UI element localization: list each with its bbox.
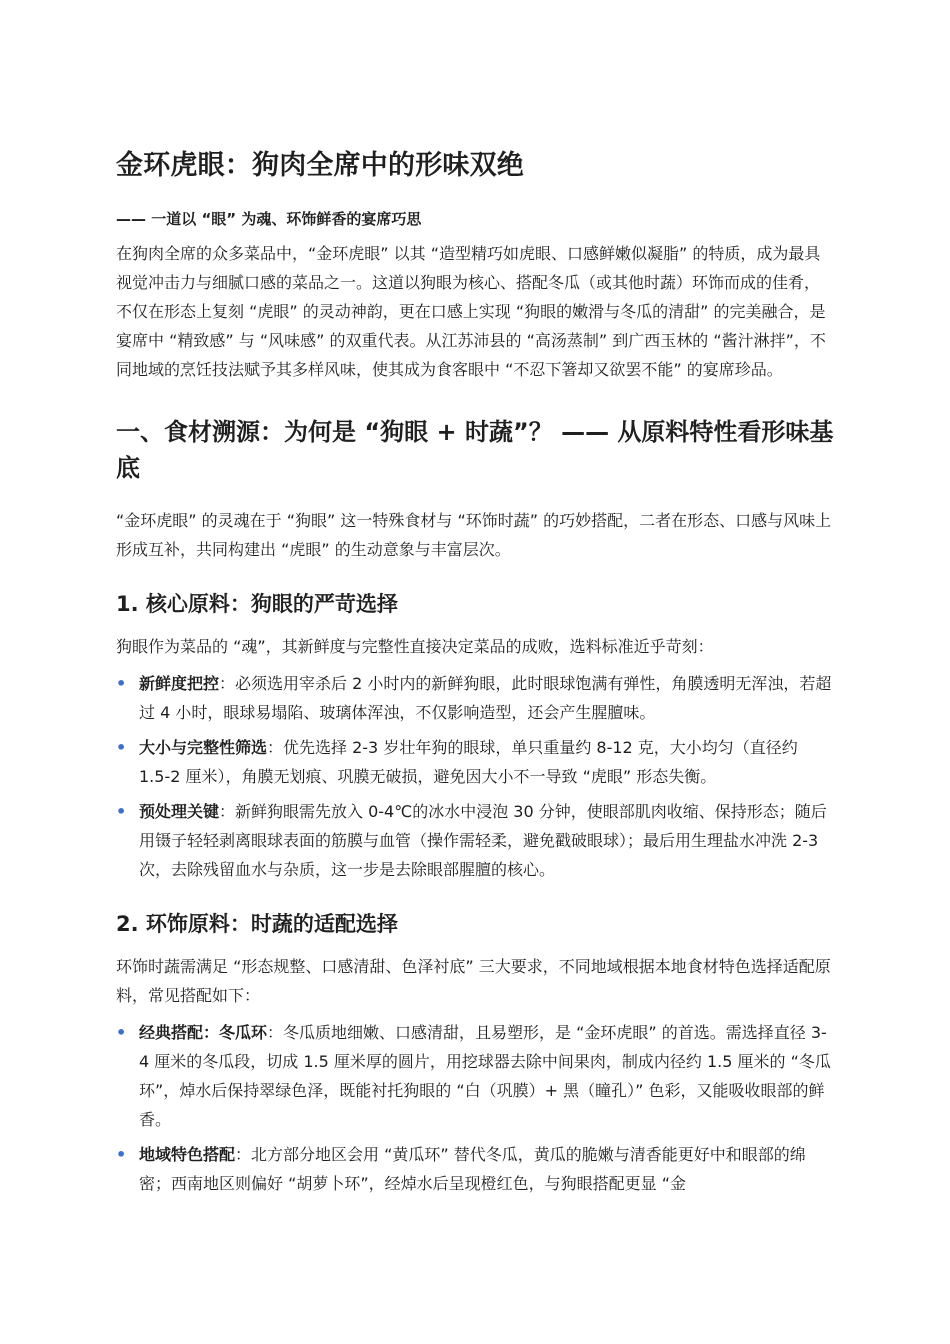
subsection-1-intro: 狗眼作为菜品的 “魂”，其新鲜度与完整性直接决定菜品的成败，选料标准近乎苛刻： xyxy=(116,637,714,656)
list-item xyxy=(116,1018,834,1134)
subsection-2-list xyxy=(116,1018,834,1198)
subsection-1-heading: 1. 核心原料：狗眼的严苛选择 xyxy=(116,592,398,616)
section-1-intro: “金环虎眼” 的灵魂在于 “狗眼” 这一特殊食材与 “环饰时蔬” 的巧妙搭配，二者在形态、口感与风味上形成互补，共同构建出 “虎眼” 的生动意象与丰富层次。 xyxy=(116,511,832,559)
item-text: ：必须选用宰杀后 2 小时内的新鲜狗眼，此时眼球饱满有弹性，角膜透明无浑浊，若超过 4 小时，眼球易塌陷、玻璃体浑浊，不仅影响造型，还会产生腥膻味。 xyxy=(139,674,832,722)
item-term: 大小与完整性筛选 xyxy=(139,738,268,757)
item-text: ：优先选择 2-3 岁壮年狗的眼球，单只重量约 8-12 克，大小均匀（直径约 1.5-2 厘米），角膜无划痕、巩膜无破损，避免因大小不一导致 “虎眼” 形态失衡。 xyxy=(139,738,798,786)
section-1-heading: 一、食材溯源：为何是 “狗眼 + 时蔬”？ —— 从原料特性看形味基底 xyxy=(116,418,834,482)
bullet-icon: • xyxy=(116,674,127,693)
item-term: 预处理关键 xyxy=(139,802,220,821)
list-item xyxy=(116,797,834,884)
list-item xyxy=(116,669,834,727)
subsection-2-intro: 环饰时蔬需满足 “形态规整、口感清甜、色泽衬底” 三大要求，不同地域根据本地食材特色选择适配原料，常见搭配如下： xyxy=(116,957,831,1005)
item-term: 新鲜度把控 xyxy=(139,674,220,693)
intro-paragraph: 在狗肉全席的众多菜品中，“金环虎眼” 以其 “造型精巧如虎眼、口感鲜嫩似凝脂” 的特质，成为最具视觉冲击力与细腻口感的菜品之一。这道以狗眼为核心、搭配冬瓜（或其他时蔬）环饰而成的佳肴，不仅在形态上复刻 “虎眼” 的灵动神韵，更在口感上实现 “狗眼的嫩滑与冬瓜的清甜” 的完美融合，是宴席中 “精致感” 与 “风味感” 的双重代表。从江苏沛县的 “高汤蒸制” 到广西玉林的 “酱汁淋拌”，不同地域的烹饪技法赋予其多样风味，使其成为食客眼中 “不忍下箸却又欲罢不能” 的宴席珍品。 xyxy=(116,244,826,379)
subsection-2-heading: 2. 环饰原料：时蔬的适配选择 xyxy=(116,912,398,936)
bullet-icon: • xyxy=(116,1145,127,1164)
bullet-icon: • xyxy=(116,802,127,821)
item-text: ：北方部分地区会用 “黄瓜环” 替代冬瓜，黄瓜的脆嫩与清香能更好中和眼部的绵密；西南地区则偏好 “胡萝卜环”，经焯水后呈现橙红色，与狗眼搭配更显 “金 xyxy=(139,1145,806,1193)
document-title: 金环虎眼：狗肉全席中的形味双绝 xyxy=(116,150,524,181)
item-text: ：冬瓜质地细嫩、口感清甜，且易塑形，是 “金环虎眼” 的首选。需选择直径 3-4 厘米的冬瓜段，切成 1.5 厘米厚的圆片，用挖球器去除中间果肉，制成内径约 1.5 厘米的 “冬瓜环”，焯水后保持翠绿色泽，既能衬托狗眼的 “白（巩膜）+ 黑（瞳孔）” 色彩，又能吸收眼部的鲜香。 xyxy=(139,1023,831,1129)
item-text: ：新鲜狗眼需先放入 0-4℃的冰水中浸泡 30 分钟，使眼部肌肉收缩、保持形态；随后用镊子轻轻剥离眼球表面的筋膜与血管（操作需轻柔，避免戳破眼球）；最后用生理盐水冲洗 2-3 次，去除残留血水与杂质，这一步是去除眼部腥膻的核心。 xyxy=(139,802,827,879)
document-subtitle: —— 一道以 “眼” 为魂、环饰鲜香的宴席巧思 xyxy=(116,210,422,228)
list-item xyxy=(116,1140,834,1198)
subsection-1-list xyxy=(116,669,834,884)
item-term: 地域特色搭配 xyxy=(139,1145,236,1164)
list-item xyxy=(116,733,834,791)
bullet-icon: • xyxy=(116,1023,127,1042)
bullet-icon: • xyxy=(116,738,127,757)
item-term: 经典搭配：冬瓜环 xyxy=(139,1023,268,1042)
